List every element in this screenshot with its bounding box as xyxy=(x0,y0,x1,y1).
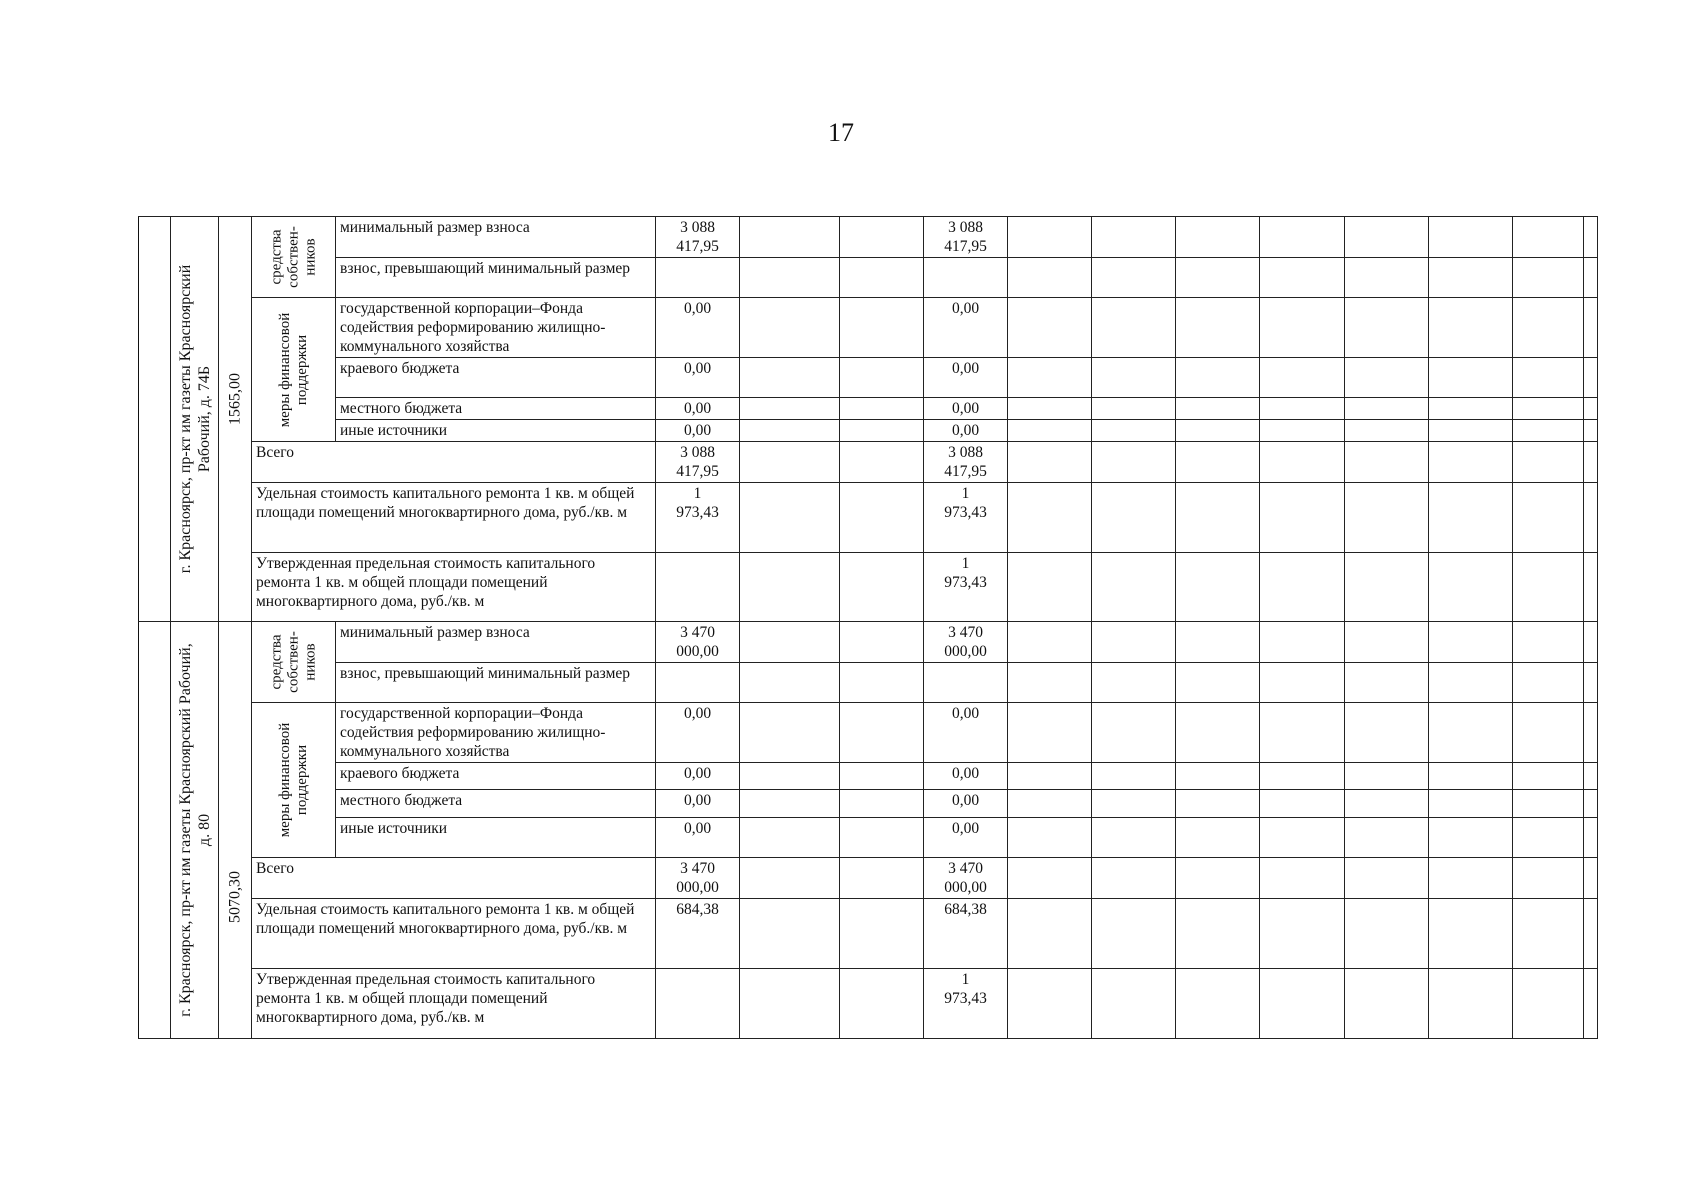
empty-cell xyxy=(1260,790,1345,818)
value-cell: 0,00 xyxy=(656,358,740,398)
empty-cell xyxy=(1345,217,1429,258)
empty-cell xyxy=(1260,420,1345,442)
empty-cell xyxy=(1345,298,1429,358)
empty-cell xyxy=(1429,258,1513,298)
empty-cell xyxy=(1584,899,1598,969)
empty-cell xyxy=(740,420,840,442)
empty-cell xyxy=(1345,420,1429,442)
value-cell xyxy=(924,663,1008,703)
empty-cell xyxy=(1260,553,1345,622)
empty-cell xyxy=(1345,763,1429,790)
empty-cell xyxy=(1513,420,1584,442)
empty-cell xyxy=(1345,622,1429,663)
owners-funds-group xyxy=(252,622,336,703)
table-row xyxy=(139,763,1598,790)
empty-cell xyxy=(1176,622,1260,663)
empty-cell xyxy=(740,258,840,298)
empty-cell xyxy=(1429,442,1513,483)
value-cell: 0,00 xyxy=(656,298,740,358)
row-label-total: Всего xyxy=(252,858,656,899)
empty-cell xyxy=(840,258,924,298)
empty-cell xyxy=(1008,969,1092,1039)
empty-cell xyxy=(840,398,924,420)
empty-cell xyxy=(1008,420,1092,442)
empty-cell xyxy=(1513,703,1584,763)
empty-cell xyxy=(1513,663,1584,703)
empty-cell xyxy=(740,858,840,899)
value-cell: 0,00 xyxy=(924,790,1008,818)
empty-cell xyxy=(1584,398,1598,420)
row-label-limit-cost: Утвержденная предельная стоимость капитального ремонта 1 кв. м общей площади помещений многоквартирного дома, руб./кв. м xyxy=(252,553,656,622)
empty-cell xyxy=(1513,258,1584,298)
empty-cell xyxy=(1008,703,1092,763)
empty-cell xyxy=(1345,663,1429,703)
group-label-line: поддержки xyxy=(293,744,310,816)
empty-cell xyxy=(740,217,840,258)
empty-cell xyxy=(1429,899,1513,969)
empty-cell xyxy=(1092,553,1176,622)
value-cell: 0,00 xyxy=(924,818,1008,858)
row-label-fund: государственной корпорации–Фонда содействия реформированию жилищно-коммунального хозяйства xyxy=(336,703,656,763)
empty-cell xyxy=(740,398,840,420)
empty-cell xyxy=(1008,358,1092,398)
page-number: 17 xyxy=(828,118,854,147)
empty-cell xyxy=(1008,622,1092,663)
address-cell xyxy=(171,217,219,622)
empty-cell xyxy=(1260,663,1345,703)
group-label-line: собствен- xyxy=(285,631,301,693)
empty-cell xyxy=(1513,899,1584,969)
empty-cell xyxy=(1092,398,1176,420)
address-line: г. Красноярск, пр-кт им газеты Красноярский Рабочий, xyxy=(176,643,194,1017)
group-label-line: средства xyxy=(268,634,284,690)
empty-cell xyxy=(1345,969,1429,1039)
empty-cell xyxy=(1008,398,1092,420)
value-cell: 0,00 xyxy=(656,420,740,442)
table-row xyxy=(139,298,1598,358)
table-row xyxy=(139,358,1598,398)
empty-cell xyxy=(1008,483,1092,553)
value-cell xyxy=(656,553,740,622)
value-cell: 1 973,43 xyxy=(924,483,1008,553)
value-cell: 3 470 000,00 xyxy=(656,858,740,899)
empty-cell xyxy=(740,899,840,969)
value-cell xyxy=(656,258,740,298)
empty-cell xyxy=(740,553,840,622)
row-label-over-min: взнос, превышающий минимальный размер xyxy=(336,663,656,703)
group-label-line: меры финансовой xyxy=(276,722,293,838)
empty-cell xyxy=(1513,553,1584,622)
empty-cell xyxy=(740,358,840,398)
address-text xyxy=(176,265,214,574)
area-value: 1565,00 xyxy=(226,372,244,425)
group-label-line: ников xyxy=(302,643,318,681)
empty-cell xyxy=(1260,622,1345,663)
empty-cell xyxy=(1429,553,1513,622)
empty-cell xyxy=(1345,398,1429,420)
empty-cell xyxy=(1260,818,1345,858)
value-cell xyxy=(924,258,1008,298)
address-line: д. 80 xyxy=(195,813,213,847)
value-cell: 3 088 417,95 xyxy=(656,442,740,483)
empty-cell xyxy=(1429,358,1513,398)
value-cell: 684,38 xyxy=(656,899,740,969)
table-row xyxy=(139,217,1598,258)
empty-cell xyxy=(1513,442,1584,483)
empty-cell xyxy=(1176,217,1260,258)
empty-cell xyxy=(1008,818,1092,858)
table-row xyxy=(139,899,1598,969)
empty-cell xyxy=(1584,217,1598,258)
table-row xyxy=(139,258,1598,298)
empty-cell xyxy=(840,763,924,790)
table-row xyxy=(139,969,1598,1039)
empty-cell xyxy=(1584,298,1598,358)
empty-cell xyxy=(840,790,924,818)
empty-cell xyxy=(1513,483,1584,553)
row-label-unit-cost: Удельная стоимость капитального ремонта 1 кв. м общей площади помещений многоквартирного дома, руб./кв. м xyxy=(252,483,656,553)
empty-cell xyxy=(1429,663,1513,703)
empty-cell xyxy=(1092,258,1176,298)
empty-cell xyxy=(1345,858,1429,899)
empty-cell xyxy=(1584,969,1598,1039)
empty-cell xyxy=(1345,442,1429,483)
value-cell: 0,00 xyxy=(924,703,1008,763)
row-label-regional: краевого бюджета xyxy=(336,763,656,790)
empty-cell xyxy=(1584,858,1598,899)
empty-cell xyxy=(1176,703,1260,763)
empty-cell xyxy=(1584,763,1598,790)
empty-cell xyxy=(1092,858,1176,899)
empty-cell xyxy=(1260,298,1345,358)
empty-cell xyxy=(1008,442,1092,483)
empty-cell xyxy=(1092,818,1176,858)
empty-cell xyxy=(1176,258,1260,298)
empty-cell xyxy=(1176,483,1260,553)
value-cell: 0,00 xyxy=(924,298,1008,358)
empty-cell xyxy=(1260,358,1345,398)
value-cell: 3 470 000,00 xyxy=(924,858,1008,899)
empty-cell xyxy=(1260,899,1345,969)
row-label-over-min: взнос, превышающий минимальный размер xyxy=(336,258,656,298)
empty-cell xyxy=(1008,553,1092,622)
empty-cell xyxy=(1008,763,1092,790)
empty-cell xyxy=(840,298,924,358)
empty-cell xyxy=(740,818,840,858)
empty-cell xyxy=(840,663,924,703)
row-number-cell xyxy=(139,622,171,1039)
table-body xyxy=(139,217,1598,1039)
table-row xyxy=(139,398,1598,420)
empty-cell xyxy=(740,663,840,703)
empty-cell xyxy=(1345,790,1429,818)
empty-cell xyxy=(1008,790,1092,818)
empty-cell xyxy=(1176,790,1260,818)
empty-cell xyxy=(740,622,840,663)
empty-cell xyxy=(1513,358,1584,398)
empty-cell xyxy=(1513,969,1584,1039)
repair-cost-table xyxy=(138,216,1598,1039)
row-label-min-fee: минимальный размер взноса xyxy=(336,622,656,663)
row-label-limit-cost: Утвержденная предельная стоимость капитального ремонта 1 кв. м общей площади помещений многоквартирного дома, руб./кв. м xyxy=(252,969,656,1039)
empty-cell xyxy=(1584,358,1598,398)
group-label-line: средства xyxy=(268,229,284,285)
empty-cell xyxy=(1429,398,1513,420)
row-label-total: Всего xyxy=(252,442,656,483)
empty-cell xyxy=(1176,763,1260,790)
empty-cell xyxy=(1008,258,1092,298)
empty-cell xyxy=(1429,483,1513,553)
empty-cell xyxy=(1176,553,1260,622)
empty-cell xyxy=(840,442,924,483)
empty-cell xyxy=(1092,483,1176,553)
row-label-regional: краевого бюджета xyxy=(336,358,656,398)
empty-cell xyxy=(840,358,924,398)
empty-cell xyxy=(1092,217,1176,258)
empty-cell xyxy=(1513,298,1584,358)
empty-cell xyxy=(1584,553,1598,622)
empty-cell xyxy=(1513,818,1584,858)
row-label-local: местного бюджета xyxy=(336,790,656,818)
empty-cell xyxy=(1008,217,1092,258)
empty-cell xyxy=(1092,969,1176,1039)
empty-cell xyxy=(840,420,924,442)
row-label-min-fee: минимальный размер взноса xyxy=(336,217,656,258)
empty-cell xyxy=(740,298,840,358)
empty-cell xyxy=(840,217,924,258)
value-cell: 0,00 xyxy=(656,703,740,763)
value-cell xyxy=(656,663,740,703)
empty-cell xyxy=(1513,622,1584,663)
empty-cell xyxy=(1345,703,1429,763)
row-label-local: местного бюджета xyxy=(336,398,656,420)
empty-cell xyxy=(1176,663,1260,703)
empty-cell xyxy=(1584,483,1598,553)
group-label-line: собствен- xyxy=(285,226,301,288)
value-cell: 0,00 xyxy=(924,358,1008,398)
empty-cell xyxy=(1345,258,1429,298)
empty-cell xyxy=(1260,703,1345,763)
empty-cell xyxy=(1584,622,1598,663)
area-value: 5070,30 xyxy=(226,870,244,923)
empty-cell xyxy=(840,818,924,858)
empty-cell xyxy=(1176,969,1260,1039)
value-cell: 0,00 xyxy=(656,763,740,790)
empty-cell xyxy=(1429,217,1513,258)
empty-cell xyxy=(740,790,840,818)
address-text xyxy=(176,643,214,1016)
empty-cell xyxy=(840,483,924,553)
group-label xyxy=(277,723,311,838)
empty-cell xyxy=(840,969,924,1039)
empty-cell xyxy=(840,858,924,899)
empty-cell xyxy=(1429,969,1513,1039)
empty-cell xyxy=(1345,818,1429,858)
empty-cell xyxy=(1176,298,1260,358)
empty-cell xyxy=(1260,858,1345,899)
group-label xyxy=(277,312,311,427)
value-cell: 684,38 xyxy=(924,899,1008,969)
address-line: Рабочий, д. 74Б xyxy=(195,365,213,473)
empty-cell xyxy=(1176,899,1260,969)
table-row xyxy=(139,703,1598,763)
financial-support-group xyxy=(252,298,336,442)
empty-cell xyxy=(740,969,840,1039)
empty-cell xyxy=(1429,703,1513,763)
empty-cell xyxy=(1176,420,1260,442)
empty-cell xyxy=(1176,818,1260,858)
empty-cell xyxy=(1008,298,1092,358)
empty-cell xyxy=(1260,217,1345,258)
row-label-other: иные источники xyxy=(336,420,656,442)
table-row xyxy=(139,790,1598,818)
empty-cell xyxy=(1345,483,1429,553)
empty-cell xyxy=(1429,790,1513,818)
address-line: г. Красноярск, пр-кт им газеты Красноярский xyxy=(176,264,194,574)
empty-cell xyxy=(1429,763,1513,790)
empty-cell xyxy=(1092,420,1176,442)
row-label-fund: государственной корпорации–Фонда содействия реформированию жилищно-коммунального хозяйства xyxy=(336,298,656,358)
empty-cell xyxy=(840,703,924,763)
empty-cell xyxy=(840,622,924,663)
empty-cell xyxy=(1429,818,1513,858)
empty-cell xyxy=(1345,553,1429,622)
empty-cell xyxy=(1513,790,1584,818)
table-row xyxy=(139,622,1598,663)
empty-cell xyxy=(1513,398,1584,420)
empty-cell xyxy=(1260,969,1345,1039)
owners-funds-group xyxy=(252,217,336,298)
value-cell: 0,00 xyxy=(656,818,740,858)
value-cell: 0,00 xyxy=(656,398,740,420)
empty-cell xyxy=(1584,442,1598,483)
empty-cell xyxy=(840,899,924,969)
value-cell: 3 088 417,95 xyxy=(924,442,1008,483)
empty-cell xyxy=(1176,442,1260,483)
value-cell: 0,00 xyxy=(924,763,1008,790)
table-row xyxy=(139,420,1598,442)
empty-cell xyxy=(1092,358,1176,398)
empty-cell xyxy=(1429,420,1513,442)
table-row xyxy=(139,483,1598,553)
empty-cell xyxy=(1260,398,1345,420)
empty-cell xyxy=(1092,622,1176,663)
empty-cell xyxy=(1176,398,1260,420)
group-label xyxy=(268,226,319,288)
empty-cell xyxy=(1176,858,1260,899)
empty-cell xyxy=(1584,790,1598,818)
group-label-line: меры финансовой xyxy=(276,312,293,427)
empty-cell xyxy=(1092,763,1176,790)
value-cell: 3 470 000,00 xyxy=(924,622,1008,663)
empty-cell xyxy=(1429,622,1513,663)
value-cell: 3 088 417,95 xyxy=(656,217,740,258)
value-cell xyxy=(656,969,740,1039)
value-cell: 1 973,43 xyxy=(924,553,1008,622)
row-number-cell xyxy=(139,217,171,622)
table-row xyxy=(139,553,1598,622)
table-row xyxy=(139,442,1598,483)
financial-support-group xyxy=(252,703,336,858)
empty-cell xyxy=(1092,442,1176,483)
group-label-line: ников xyxy=(302,238,318,276)
empty-cell xyxy=(1513,763,1584,790)
group-label xyxy=(268,631,319,693)
group-label-line: поддержки xyxy=(293,334,310,405)
area-cell xyxy=(219,217,252,622)
empty-cell xyxy=(1092,790,1176,818)
address-cell xyxy=(171,622,219,1039)
table-row xyxy=(139,858,1598,899)
empty-cell xyxy=(740,703,840,763)
empty-cell xyxy=(1260,258,1345,298)
value-cell: 0,00 xyxy=(656,790,740,818)
value-cell: 0,00 xyxy=(924,420,1008,442)
value-cell: 1 973,43 xyxy=(656,483,740,553)
empty-cell xyxy=(1008,858,1092,899)
table-row xyxy=(139,663,1598,703)
empty-cell xyxy=(1092,899,1176,969)
empty-cell xyxy=(1008,899,1092,969)
empty-cell xyxy=(1429,298,1513,358)
value-cell: 3 088 417,95 xyxy=(924,217,1008,258)
empty-cell xyxy=(1584,703,1598,763)
empty-cell xyxy=(1092,663,1176,703)
empty-cell xyxy=(840,553,924,622)
table-row xyxy=(139,818,1598,858)
empty-cell xyxy=(1429,858,1513,899)
empty-cell xyxy=(1513,217,1584,258)
empty-cell xyxy=(1584,420,1598,442)
area-cell xyxy=(219,622,252,1039)
empty-cell xyxy=(1260,763,1345,790)
value-cell: 0,00 xyxy=(924,398,1008,420)
empty-cell xyxy=(1513,858,1584,899)
row-label-other: иные источники xyxy=(336,818,656,858)
row-label-unit-cost: Удельная стоимость капитального ремонта 1 кв. м общей площади помещений многоквартирного дома, руб./кв. м xyxy=(252,899,656,969)
empty-cell xyxy=(1260,442,1345,483)
empty-cell xyxy=(1176,358,1260,398)
empty-cell xyxy=(1092,703,1176,763)
empty-cell xyxy=(1345,899,1429,969)
empty-cell xyxy=(1092,298,1176,358)
empty-cell xyxy=(1584,258,1598,298)
empty-cell xyxy=(1584,818,1598,858)
value-cell: 1 973,43 xyxy=(924,969,1008,1039)
empty-cell xyxy=(740,442,840,483)
empty-cell xyxy=(1260,483,1345,553)
empty-cell xyxy=(1008,663,1092,703)
empty-cell xyxy=(1345,358,1429,398)
value-cell: 3 470 000,00 xyxy=(656,622,740,663)
empty-cell xyxy=(740,483,840,553)
empty-cell xyxy=(740,763,840,790)
empty-cell xyxy=(1584,663,1598,703)
